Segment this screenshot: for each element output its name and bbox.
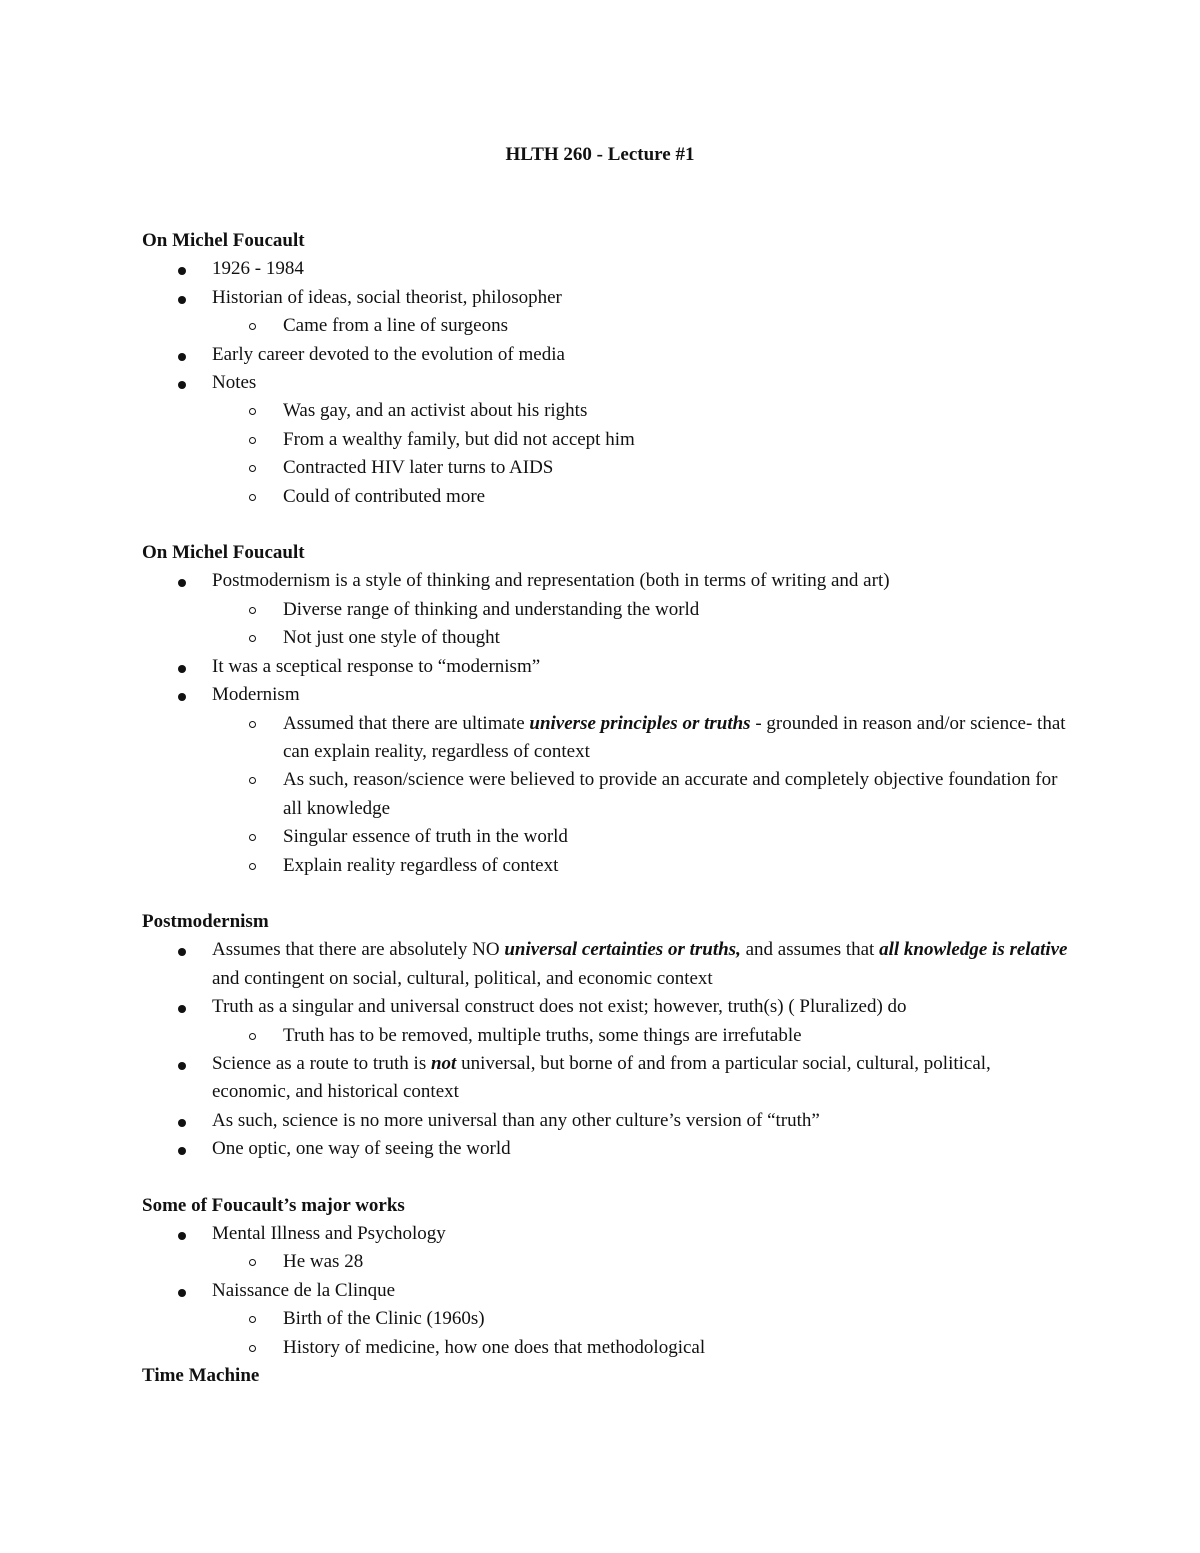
- filled-bullet-icon: [178, 1062, 186, 1070]
- item-text: Singular essence of truth in the world: [283, 826, 568, 848]
- item-text: From a wealthy family, but did not accept him: [283, 428, 635, 450]
- hollow-bullet-icon: [249, 494, 256, 501]
- list-item: [142, 284, 1072, 312]
- item-text: Truth has to be removed, multiple truths, some things are irrefutable: [283, 1024, 802, 1046]
- sub-list-item: [142, 823, 1072, 851]
- document-title: HLTH 260 - Lecture #1: [505, 144, 695, 165]
- filled-bullet-icon: [178, 1232, 186, 1240]
- emphasized-text: not: [430, 1052, 457, 1074]
- filled-bullet-icon: [178, 948, 186, 956]
- filled-bullet-icon: [178, 1289, 186, 1297]
- sub-list-item: [142, 483, 1072, 511]
- emphasized-text: Naissance de la Clinque: [212, 1279, 396, 1301]
- list-item: [142, 255, 1072, 283]
- list-item: [142, 1220, 1072, 1248]
- filled-bullet-icon: [178, 267, 186, 275]
- sub-list-item: [142, 426, 1072, 454]
- sub-list-item: [142, 1305, 1072, 1333]
- item-text: 1926 - 1984: [212, 258, 304, 280]
- filled-bullet-icon: [178, 296, 186, 304]
- hollow-bullet-icon: [249, 777, 256, 784]
- hollow-bullet-icon: [249, 1316, 256, 1323]
- list-item: [142, 1277, 1072, 1305]
- hollow-bullet-icon: [249, 1033, 256, 1040]
- sub-list-item: [142, 596, 1072, 624]
- item-text: As such, reason/science were believed to provide an accurate and completely objective foundation for all knowledge: [283, 769, 1058, 819]
- hollow-bullet-icon: [249, 834, 256, 841]
- sub-list-item: [142, 710, 1072, 767]
- item-text: Assumes that there are absolutely: [212, 939, 473, 961]
- bullet-list: [142, 567, 1072, 879]
- section: [142, 227, 1072, 511]
- emphasized-text: Modernism: [212, 684, 300, 706]
- item-text: Explain reality regardless of context: [283, 854, 559, 876]
- list-item: [142, 681, 1072, 709]
- item-text: Diverse range of thinking and understanding the world: [283, 598, 700, 620]
- filled-bullet-icon: [178, 665, 186, 673]
- item-text: - grounded in reason and/or science- that can explain reality, regardless of context: [283, 712, 1066, 762]
- document-body: [142, 227, 1072, 1418]
- emphasized-text: universal certainties or truths,: [504, 939, 741, 961]
- sub-list-item: [142, 1334, 1072, 1362]
- sub-list-item: [142, 397, 1072, 425]
- section-heading: Some of Foucault’s major works: [142, 1194, 405, 1216]
- filled-bullet-icon: [178, 1119, 186, 1127]
- item-text: is a style of thinking and representation (both in terms of writing and art): [330, 570, 890, 592]
- hollow-bullet-icon: [249, 863, 256, 870]
- bullet-list: [142, 936, 1072, 1163]
- hollow-bullet-icon: [249, 1259, 256, 1266]
- item-text: Truth as a singular and universal construct does not exist; however, truth(s) ( Pluralized) do: [212, 996, 907, 1018]
- filled-bullet-icon: [178, 381, 186, 389]
- emphasized-text: universe principles or truths: [529, 712, 751, 734]
- item-text: He was 28: [283, 1251, 364, 1273]
- bullet-list: [142, 1220, 1072, 1362]
- section: [142, 539, 1072, 880]
- emphasized-text: all knowledge is relative: [879, 939, 1068, 961]
- item-text: Contracted HIV later turns to AIDS: [283, 457, 554, 479]
- hollow-bullet-icon: [249, 607, 256, 614]
- item-text: Mental Illness and Psychology: [212, 1223, 446, 1244]
- sub-list-item: [142, 1248, 1072, 1276]
- item-text: One optic, one way of seeing the world: [212, 1138, 511, 1160]
- hollow-bullet-icon: [249, 323, 256, 330]
- sub-list-item: [142, 766, 1072, 823]
- list-item: [142, 369, 1072, 397]
- section: [142, 1362, 1072, 1390]
- item-text: Was gay, and an activist about his rights: [283, 400, 588, 422]
- item-text: It was a sceptical response to “modernism”: [212, 655, 541, 677]
- hollow-bullet-icon: [249, 721, 256, 728]
- emphasized-text: universal: [456, 1052, 531, 1074]
- section: [142, 1192, 1072, 1362]
- list-item: [142, 567, 1072, 595]
- list-item: [142, 653, 1072, 681]
- bullet-list: [142, 255, 1072, 511]
- hollow-bullet-icon: [249, 465, 256, 472]
- list-item: [142, 1050, 1072, 1107]
- item-text: Early career devoted to the evolution of media: [212, 343, 565, 365]
- sub-list-item: [142, 1022, 1072, 1050]
- item-text: History of medicine, how one does that methodological: [283, 1336, 706, 1358]
- emphasized-text: Science as a route to truth is: [212, 1052, 431, 1074]
- hollow-bullet-icon: [249, 635, 256, 642]
- sub-list-item: [142, 454, 1072, 482]
- hollow-bullet-icon: [249, 408, 256, 415]
- section-heading: On Michel Foucault: [142, 230, 305, 251]
- item-text: and contingent on social, cultural, political, and economic context: [212, 967, 713, 989]
- item-text: , but borne of and from a particular social, cultural, political, economic, and historical context: [212, 1052, 991, 1103]
- emphasized-text: NO: [472, 939, 500, 961]
- section-heading: Time Machine: [142, 1365, 260, 1387]
- item-text: Birth of the Clinic (1960s): [283, 1308, 485, 1330]
- filled-bullet-icon: [178, 1147, 186, 1155]
- item-text: Assumed that there are ultimate: [283, 712, 530, 734]
- sub-list-item: [142, 852, 1072, 880]
- list-item: [142, 1135, 1072, 1163]
- filled-bullet-icon: [178, 1005, 186, 1013]
- emphasized-text: Postmodernism: [212, 570, 331, 592]
- item-text: As such, science is no more universal than any other culture’s version of “truth”: [212, 1109, 820, 1131]
- filled-bullet-icon: [178, 353, 186, 361]
- item-text: Not just one style of thought: [283, 627, 500, 649]
- sub-list-item: [142, 624, 1072, 652]
- item-text: Could of contributed more: [283, 485, 486, 507]
- section: [142, 908, 1072, 1164]
- item-text: and assumes that: [740, 939, 880, 961]
- hollow-bullet-icon: [249, 1345, 256, 1352]
- item-text: Notes: [212, 372, 257, 394]
- section-heading: Postmodernism: [142, 910, 269, 932]
- list-item: [142, 1107, 1072, 1135]
- hollow-bullet-icon: [249, 437, 256, 444]
- section-heading: On Michel Foucault: [142, 542, 305, 564]
- list-item: [142, 993, 1072, 1021]
- sub-list-item: [142, 312, 1072, 340]
- filled-bullet-icon: [178, 579, 186, 587]
- list-item: [142, 341, 1072, 369]
- item-text: Historian of ideas, social theorist, philosopher: [212, 286, 562, 308]
- item-text: Came from a line of surgeons: [283, 315, 508, 337]
- list-item: [142, 936, 1072, 993]
- filled-bullet-icon: [178, 693, 186, 701]
